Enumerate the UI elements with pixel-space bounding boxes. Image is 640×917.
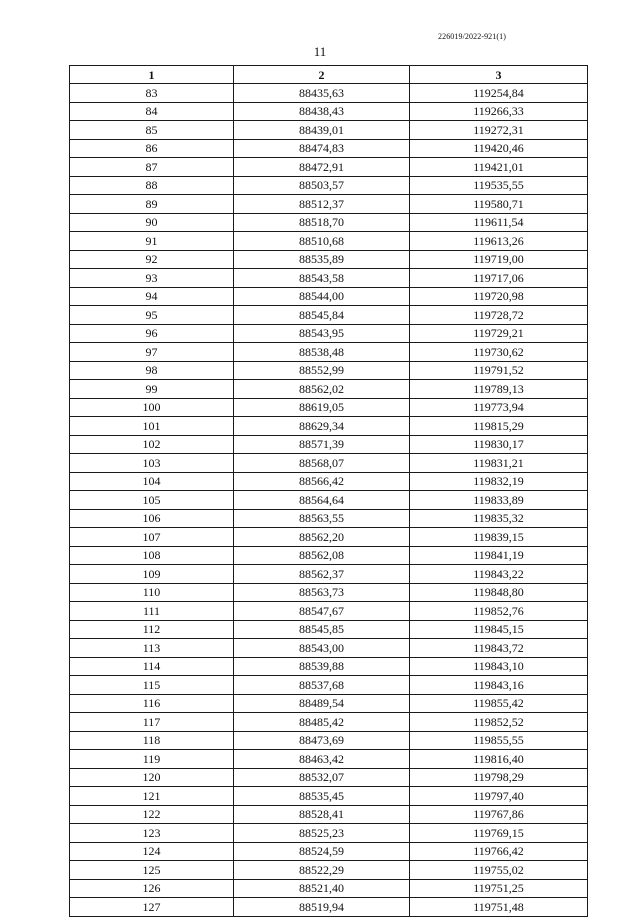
x-coordinate-cell: 88472,91 (234, 158, 410, 177)
y-coordinate-cell: 119769,15 (410, 824, 588, 843)
y-coordinate-cell: 119852,52 (410, 713, 588, 732)
y-coordinate-cell: 119719,00 (410, 250, 588, 269)
table-row (70, 306, 588, 325)
point-number-cell: 124 (70, 842, 234, 861)
point-number-cell: 108 (70, 546, 234, 565)
point-number-cell: 102 (70, 435, 234, 454)
y-coordinate-cell: 119728,72 (410, 306, 588, 325)
x-coordinate-cell: 88566,42 (234, 472, 410, 491)
y-coordinate-cell: 119751,48 (410, 898, 588, 917)
table-row (70, 768, 588, 787)
table-row (70, 861, 588, 880)
y-coordinate-cell: 119798,29 (410, 768, 588, 787)
y-coordinate-cell: 119839,15 (410, 528, 588, 547)
table-row (70, 102, 588, 121)
table-body (70, 84, 588, 917)
y-coordinate-cell: 119254,84 (410, 84, 588, 103)
point-number-cell: 117 (70, 713, 234, 732)
table-row (70, 602, 588, 621)
y-coordinate-cell: 119730,62 (410, 343, 588, 362)
y-coordinate-cell: 119613,26 (410, 232, 588, 251)
point-number-cell: 88 (70, 176, 234, 195)
point-number-cell: 96 (70, 324, 234, 343)
x-coordinate-cell: 88528,41 (234, 805, 410, 824)
y-coordinate-cell: 119815,29 (410, 417, 588, 436)
point-number-cell: 91 (70, 232, 234, 251)
x-coordinate-cell: 88543,95 (234, 324, 410, 343)
table-row (70, 842, 588, 861)
x-coordinate-cell: 88563,55 (234, 509, 410, 528)
y-coordinate-cell: 119797,40 (410, 787, 588, 806)
point-number-cell: 89 (70, 195, 234, 214)
table-row (70, 287, 588, 306)
point-number-cell: 116 (70, 694, 234, 713)
y-coordinate-cell: 119729,21 (410, 324, 588, 343)
table-row (70, 583, 588, 602)
x-coordinate-cell: 88545,85 (234, 620, 410, 639)
y-coordinate-cell: 119773,94 (410, 398, 588, 417)
y-coordinate-cell: 119843,22 (410, 565, 588, 584)
point-number-cell: 121 (70, 787, 234, 806)
column-header-2: 2 (234, 66, 410, 84)
table-row (70, 417, 588, 436)
x-coordinate-cell: 88473,69 (234, 731, 410, 750)
y-coordinate-cell: 119855,42 (410, 694, 588, 713)
x-coordinate-cell: 88538,48 (234, 343, 410, 362)
y-coordinate-cell: 119832,19 (410, 472, 588, 491)
x-coordinate-cell: 88525,23 (234, 824, 410, 843)
point-number-cell: 127 (70, 898, 234, 917)
point-number-cell: 94 (70, 287, 234, 306)
coordinates-table (69, 65, 588, 917)
x-coordinate-cell: 88571,39 (234, 435, 410, 454)
y-coordinate-cell: 119852,76 (410, 602, 588, 621)
x-coordinate-cell: 88439,01 (234, 121, 410, 140)
y-coordinate-cell: 119791,52 (410, 361, 588, 380)
table-row (70, 269, 588, 288)
y-coordinate-cell: 119421,01 (410, 158, 588, 177)
point-number-cell: 86 (70, 139, 234, 158)
x-coordinate-cell: 88544,00 (234, 287, 410, 306)
table-row (70, 472, 588, 491)
x-coordinate-cell: 88535,89 (234, 250, 410, 269)
table-row (70, 898, 588, 917)
y-coordinate-cell: 119767,86 (410, 805, 588, 824)
table-row (70, 565, 588, 584)
y-coordinate-cell: 119855,55 (410, 731, 588, 750)
table-row (70, 528, 588, 547)
point-number-cell: 103 (70, 454, 234, 473)
x-coordinate-cell: 88562,08 (234, 546, 410, 565)
x-coordinate-cell: 88543,58 (234, 269, 410, 288)
point-number-cell: 95 (70, 306, 234, 325)
table-row (70, 84, 588, 103)
point-number-cell: 87 (70, 158, 234, 177)
table-row (70, 750, 588, 769)
point-number-cell: 106 (70, 509, 234, 528)
x-coordinate-cell: 88510,68 (234, 232, 410, 251)
point-number-cell: 115 (70, 676, 234, 695)
table-row (70, 232, 588, 251)
point-number-cell: 120 (70, 768, 234, 787)
y-coordinate-cell: 119843,10 (410, 657, 588, 676)
y-coordinate-cell: 119580,71 (410, 195, 588, 214)
table-row (70, 639, 588, 658)
point-number-cell: 118 (70, 731, 234, 750)
point-number-cell: 104 (70, 472, 234, 491)
point-number-cell: 98 (70, 361, 234, 380)
y-coordinate-cell: 119720,98 (410, 287, 588, 306)
table-row (70, 694, 588, 713)
x-coordinate-cell: 88537,68 (234, 676, 410, 695)
x-coordinate-cell: 88562,02 (234, 380, 410, 399)
table-row (70, 824, 588, 843)
x-coordinate-cell: 88524,59 (234, 842, 410, 861)
y-coordinate-cell: 119843,72 (410, 639, 588, 658)
column-header-3: 3 (410, 66, 588, 84)
x-coordinate-cell: 88619,05 (234, 398, 410, 417)
column-header-1: 1 (70, 66, 234, 84)
point-number-cell: 90 (70, 213, 234, 232)
point-number-cell: 93 (70, 269, 234, 288)
table-row (70, 657, 588, 676)
header-row (70, 66, 588, 84)
y-coordinate-cell: 119611,54 (410, 213, 588, 232)
table-row (70, 139, 588, 158)
x-coordinate-cell: 88568,07 (234, 454, 410, 473)
y-coordinate-cell: 119830,17 (410, 435, 588, 454)
x-coordinate-cell: 88545,84 (234, 306, 410, 325)
x-coordinate-cell: 88543,00 (234, 639, 410, 658)
y-coordinate-cell: 119755,02 (410, 861, 588, 880)
x-coordinate-cell: 88532,07 (234, 768, 410, 787)
table-row (70, 158, 588, 177)
table-row (70, 676, 588, 695)
table-row (70, 380, 588, 399)
y-coordinate-cell: 119535,55 (410, 176, 588, 195)
table-row (70, 491, 588, 510)
point-number-cell: 107 (70, 528, 234, 547)
x-coordinate-cell: 88512,37 (234, 195, 410, 214)
table-row (70, 731, 588, 750)
table-row (70, 343, 588, 362)
y-coordinate-cell: 119717,06 (410, 269, 588, 288)
point-number-cell: 101 (70, 417, 234, 436)
table-row (70, 398, 588, 417)
point-number-cell: 119 (70, 750, 234, 769)
point-number-cell: 85 (70, 121, 234, 140)
table-row (70, 213, 588, 232)
x-coordinate-cell: 88564,64 (234, 491, 410, 510)
x-coordinate-cell: 88629,34 (234, 417, 410, 436)
x-coordinate-cell: 88438,43 (234, 102, 410, 121)
point-number-cell: 83 (70, 84, 234, 103)
point-number-cell: 125 (70, 861, 234, 880)
y-coordinate-cell: 119841,19 (410, 546, 588, 565)
y-coordinate-cell: 119266,33 (410, 102, 588, 121)
table-row (70, 620, 588, 639)
point-number-cell: 100 (70, 398, 234, 417)
point-number-cell: 92 (70, 250, 234, 269)
table-row (70, 324, 588, 343)
x-coordinate-cell: 88521,40 (234, 879, 410, 898)
x-coordinate-cell: 88547,67 (234, 602, 410, 621)
x-coordinate-cell: 88435,63 (234, 84, 410, 103)
table-row (70, 121, 588, 140)
point-number-cell: 105 (70, 491, 234, 510)
point-number-cell: 109 (70, 565, 234, 584)
y-coordinate-cell: 119833,89 (410, 491, 588, 510)
y-coordinate-cell: 119272,31 (410, 121, 588, 140)
point-number-cell: 113 (70, 639, 234, 658)
y-coordinate-cell: 119835,32 (410, 509, 588, 528)
x-coordinate-cell: 88562,20 (234, 528, 410, 547)
table-row (70, 176, 588, 195)
point-number-cell: 99 (70, 380, 234, 399)
point-number-cell: 84 (70, 102, 234, 121)
table-row (70, 805, 588, 824)
point-number-cell: 111 (70, 602, 234, 621)
table-row (70, 195, 588, 214)
table-row (70, 250, 588, 269)
point-number-cell: 122 (70, 805, 234, 824)
x-coordinate-cell: 88474,83 (234, 139, 410, 158)
x-coordinate-cell: 88562,37 (234, 565, 410, 584)
point-number-cell: 112 (70, 620, 234, 639)
table-row (70, 787, 588, 806)
x-coordinate-cell: 88563,73 (234, 583, 410, 602)
table-row (70, 546, 588, 565)
table-row (70, 713, 588, 732)
x-coordinate-cell: 88519,94 (234, 898, 410, 917)
point-number-cell: 97 (70, 343, 234, 362)
table-row (70, 454, 588, 473)
point-number-cell: 114 (70, 657, 234, 676)
document-reference: 226019/2022-921(1) (438, 32, 507, 41)
x-coordinate-cell: 88539,88 (234, 657, 410, 676)
x-coordinate-cell: 88518,70 (234, 213, 410, 232)
x-coordinate-cell: 88522,29 (234, 861, 410, 880)
x-coordinate-cell: 88463,42 (234, 750, 410, 769)
table-row (70, 509, 588, 528)
y-coordinate-cell: 119751,25 (410, 879, 588, 898)
y-coordinate-cell: 119420,46 (410, 139, 588, 158)
table-row (70, 361, 588, 380)
y-coordinate-cell: 119848,80 (410, 583, 588, 602)
x-coordinate-cell: 88485,42 (234, 713, 410, 732)
table-row (70, 435, 588, 454)
y-coordinate-cell: 119831,21 (410, 454, 588, 473)
point-number-cell: 110 (70, 583, 234, 602)
point-number-cell: 126 (70, 879, 234, 898)
y-coordinate-cell: 119816,40 (410, 750, 588, 769)
y-coordinate-cell: 119766,42 (410, 842, 588, 861)
table-row (70, 879, 588, 898)
x-coordinate-cell: 88552,99 (234, 361, 410, 380)
page-number: 11 (313, 44, 327, 59)
x-coordinate-cell: 88535,45 (234, 787, 410, 806)
x-coordinate-cell: 88503,57 (234, 176, 410, 195)
table-header (70, 66, 588, 84)
y-coordinate-cell: 119845,15 (410, 620, 588, 639)
y-coordinate-cell: 119843,16 (410, 676, 588, 695)
point-number-cell: 123 (70, 824, 234, 843)
x-coordinate-cell: 88489,54 (234, 694, 410, 713)
y-coordinate-cell: 119789,13 (410, 380, 588, 399)
